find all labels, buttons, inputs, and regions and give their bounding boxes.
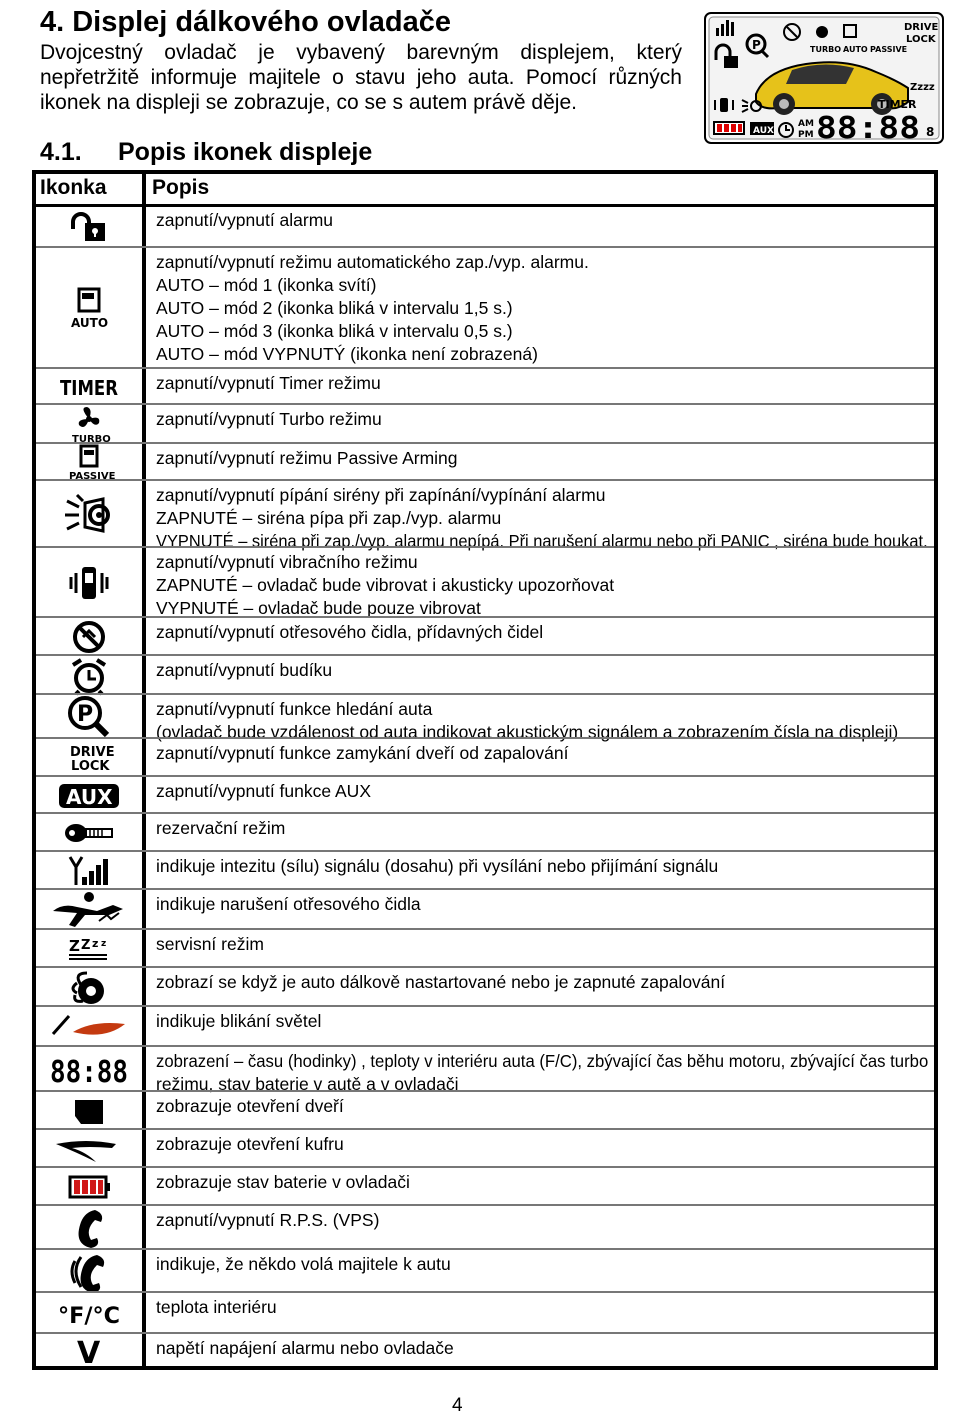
description-line: zapnutí/vypnutí funkce hledání auta — [156, 699, 433, 719]
row-description — [156, 855, 928, 878]
table-row — [36, 616, 934, 656]
row-description — [156, 209, 928, 232]
row-description — [156, 971, 928, 994]
row-description — [156, 1253, 928, 1276]
table-row — [36, 206, 934, 246]
svg-text:AUTO: AUTO — [71, 315, 109, 330]
row-description — [156, 484, 928, 553]
description-line: zapnutí/vypnutí funkce AUX — [156, 781, 371, 801]
table-row — [36, 775, 934, 814]
table-row — [36, 367, 934, 405]
remote-pm-label: PM — [798, 130, 814, 140]
description-line: rezervační režim — [156, 818, 286, 838]
row-description — [156, 408, 928, 431]
description-line: zapnutí/vypnutí funkce zamykání dveří od zapalování — [156, 743, 569, 763]
svg-text:DRIVE: DRIVE — [70, 745, 115, 760]
row-description — [156, 817, 928, 840]
table-row — [36, 403, 934, 444]
svg-text:Z: Z — [81, 938, 91, 953]
description-line: zapnutí/vypnutí režimu Passive Arming — [156, 448, 458, 468]
description-line: zobrazuje otevření kufru — [156, 1134, 344, 1154]
key-icon — [36, 814, 142, 852]
description-line: indikuje narušení otřesového čidla — [156, 894, 421, 914]
row-description — [156, 742, 928, 765]
column-header-icon: Ikonka — [40, 176, 107, 199]
table-row — [36, 1045, 934, 1092]
description-line: ZAPNUTÉ – siréna pípa při zap./vyp. alarmu — [156, 508, 502, 528]
remote-auto-label: AUTO — [843, 45, 868, 54]
remote-turbo-label: TURBO — [810, 45, 842, 54]
lights-icon — [36, 1007, 142, 1047]
description-line: zapnutí/vypnutí alarmu — [156, 210, 334, 230]
alarm-clock-icon — [36, 656, 142, 695]
svg-text:LOCK: LOCK — [71, 759, 110, 774]
description-line: ZAPNUTÉ – ovladač bude vibrovat i akusticky upozorňovat — [156, 575, 615, 595]
svg-text:PASSIVE: PASSIVE — [69, 470, 116, 482]
page-title: 4. Displej dálkového ovladače — [40, 6, 451, 38]
voltage-icon — [36, 1334, 142, 1371]
temp-unit-text: °F/°C — [58, 1303, 120, 1329]
description-line: AUTO – mód 2 (ikonka bliká v intervalu 1,5 s.) — [156, 298, 513, 318]
table-row — [36, 654, 934, 695]
description-line: zapnutí/vypnutí pípání sirény při zapínání/vypínání alarmu — [156, 485, 606, 505]
padlock-icon — [36, 206, 142, 246]
svg-text:P: P — [752, 38, 761, 52]
svg-text:TIMER: TIMER — [60, 376, 118, 400]
svg-text:V: V — [77, 1336, 101, 1371]
passive-icon — [36, 444, 142, 481]
row-description — [156, 1337, 928, 1360]
description-line: indikuje blikání světel — [156, 1011, 322, 1031]
row-description — [156, 447, 928, 470]
description-line: napětí napájení alarmu nebo ovladače — [156, 1338, 454, 1358]
table-row — [36, 1204, 934, 1250]
engine-icon — [36, 968, 142, 1007]
description-line: zapnutí/vypnutí režimu automatického zap./vyp. alarmu. — [156, 252, 589, 272]
description-line: zapnutí/vypnutí Timer režimu — [156, 373, 381, 393]
row-description — [156, 1010, 928, 1033]
row-description — [156, 621, 928, 644]
description-line: indikuje intezitu (sílu) signálu (dosahu) při vysílání nebo přijímání signálu — [156, 856, 719, 876]
description-line: zapnutí/vypnutí otřesového čidla, přídavných čidel — [156, 622, 544, 642]
table-row — [36, 1166, 934, 1206]
description-line: zobrazí se když je auto dálkově nastartované nebo je zapnuté zapalování — [156, 972, 726, 992]
remote-digits: 88:88 — [816, 111, 920, 146]
table-row — [36, 693, 934, 742]
row-description — [156, 1095, 928, 1118]
door-icon — [36, 1092, 142, 1130]
drive-lock-icon — [36, 739, 142, 777]
section-number: 4.1. — [40, 138, 82, 166]
remote-drive-label: DRIVE — [904, 22, 939, 33]
remote-lock-label: LOCK — [906, 34, 936, 45]
description-line: indikuje, že někdo volá majitele k autu — [156, 1254, 451, 1274]
table-row — [36, 246, 934, 369]
trunk-icon — [36, 1130, 142, 1168]
svg-text:P: P — [77, 702, 94, 727]
description-line: VYPNUTÉ – siréna při zap./vyp. alarmu nepípá. Při narušení alarmu nebo při PANIC , siréna bude houkat. — [156, 531, 928, 551]
remote-timer-label: TIMER — [878, 98, 917, 111]
car-finder-icon — [36, 695, 142, 739]
table-row — [36, 546, 934, 618]
table-row — [36, 966, 934, 1007]
description-line: zobrazuje stav baterie v ovladači — [156, 1172, 410, 1192]
table-row — [36, 850, 934, 890]
description-line: zapnutí/vypnutí Turbo režimu — [156, 409, 382, 429]
svg-text:z: z — [101, 939, 107, 949]
section-title: Popis ikonek displeje — [118, 138, 373, 166]
description-line: zapnutí/vypnutí budíku — [156, 660, 333, 680]
table-row — [36, 1005, 934, 1047]
table-row — [36, 1090, 934, 1130]
svg-text:TURBO: TURBO — [72, 433, 111, 445]
battery-icon — [714, 122, 744, 134]
remote-display-illustration — [704, 12, 944, 144]
intruder-icon — [36, 890, 142, 930]
timer-icon — [36, 369, 142, 405]
description-line: zapnutí/vypnutí R.P.S. (VPS) — [156, 1210, 380, 1230]
description-line: AUTO – mód 3 (ikonka bliká v intervalu 0,5 s.) — [156, 321, 513, 341]
svg-text:z: z — [92, 937, 99, 950]
page-number: 4 — [452, 1395, 463, 1416]
row-description — [156, 659, 928, 682]
row-description — [156, 1296, 928, 1319]
table-row — [36, 1332, 934, 1371]
signal-icon — [36, 852, 142, 890]
description-line: zobrazení – času (hodinky) , teploty v interiéru auta (F/C), zbývající čas běhu motoru, zbývající čas turbo — [156, 1051, 929, 1071]
vibration-icon — [36, 548, 142, 618]
row-description — [156, 893, 928, 916]
table-row — [36, 479, 934, 551]
siren-icon — [36, 481, 142, 548]
section-heading — [40, 138, 372, 167]
row-description — [156, 1171, 928, 1194]
description-line: AUTO – mód VYPNUTÝ (ikonka není zobrazená) — [156, 344, 538, 364]
row-description — [156, 372, 928, 395]
description-line: teplota interiéru — [156, 1297, 277, 1317]
row-description — [156, 780, 928, 803]
turbo-fan-icon — [816, 26, 828, 38]
column-header-description: Popis — [152, 176, 210, 199]
ringing-phone-icon — [36, 1250, 142, 1293]
svg-text:Z: Z — [69, 937, 80, 955]
shock-sensor-icon — [36, 618, 142, 656]
phone-icon — [36, 1206, 142, 1250]
description-line: servisní režim — [156, 934, 264, 954]
description-line: AUTO – mód 1 (ikonka svítí) — [156, 275, 377, 295]
battery-icon — [36, 1168, 142, 1206]
row-description — [156, 1209, 928, 1232]
description-line: VYPNUTÉ – ovladač bude pouze vibrovat — [156, 598, 481, 618]
auto-lock-icon — [36, 248, 142, 369]
svg-text:88:88: 88:88 — [50, 1054, 128, 1090]
row-description — [156, 1133, 928, 1156]
digits-icon — [36, 1047, 142, 1092]
remote-small-digit: 8 — [926, 125, 935, 139]
row-description — [156, 933, 928, 956]
description-line: zobrazuje otevření dveří — [156, 1096, 344, 1116]
svg-text:AUX: AUX — [66, 784, 113, 809]
table-row — [36, 737, 934, 777]
description-line: zapnutí/vypnutí vibračního režimu — [156, 552, 418, 572]
description-line: režimu, stav baterie v autě a v ovladači — [156, 1074, 459, 1094]
service-icon — [36, 930, 142, 968]
table-row — [36, 1291, 934, 1334]
intro-paragraph: Dvojcestný ovladač je vybavený barevným displejem, který nepřetržitě informuje majitele o stavu jeho auta. Pomocí různých ikonek na displeji se zobrazuje, co se s autem právě děje. — [40, 41, 682, 114]
table-row — [36, 888, 934, 930]
aux-icon — [36, 777, 142, 814]
table-row — [36, 928, 934, 968]
remote-passive-label: PASSIVE — [870, 45, 908, 54]
remote-am-label: AM — [798, 119, 814, 129]
icon-table — [32, 206, 938, 1370]
remote-zzz-label: Zzzz — [910, 82, 935, 93]
row-description — [156, 551, 928, 620]
table-row — [36, 442, 934, 481]
description-line: (ovladač bude vzdálenost od auta indikovat akustickým signálem a zobrazením čísla na displeji) — [156, 722, 899, 742]
temperature-unit-icon — [36, 1293, 142, 1334]
table-row — [36, 1128, 934, 1168]
remote-aux-label: AUX — [753, 126, 774, 136]
row-description — [156, 251, 928, 366]
table-row — [36, 1248, 934, 1293]
table-row — [36, 812, 934, 852]
turbo-fan-icon — [36, 405, 142, 444]
